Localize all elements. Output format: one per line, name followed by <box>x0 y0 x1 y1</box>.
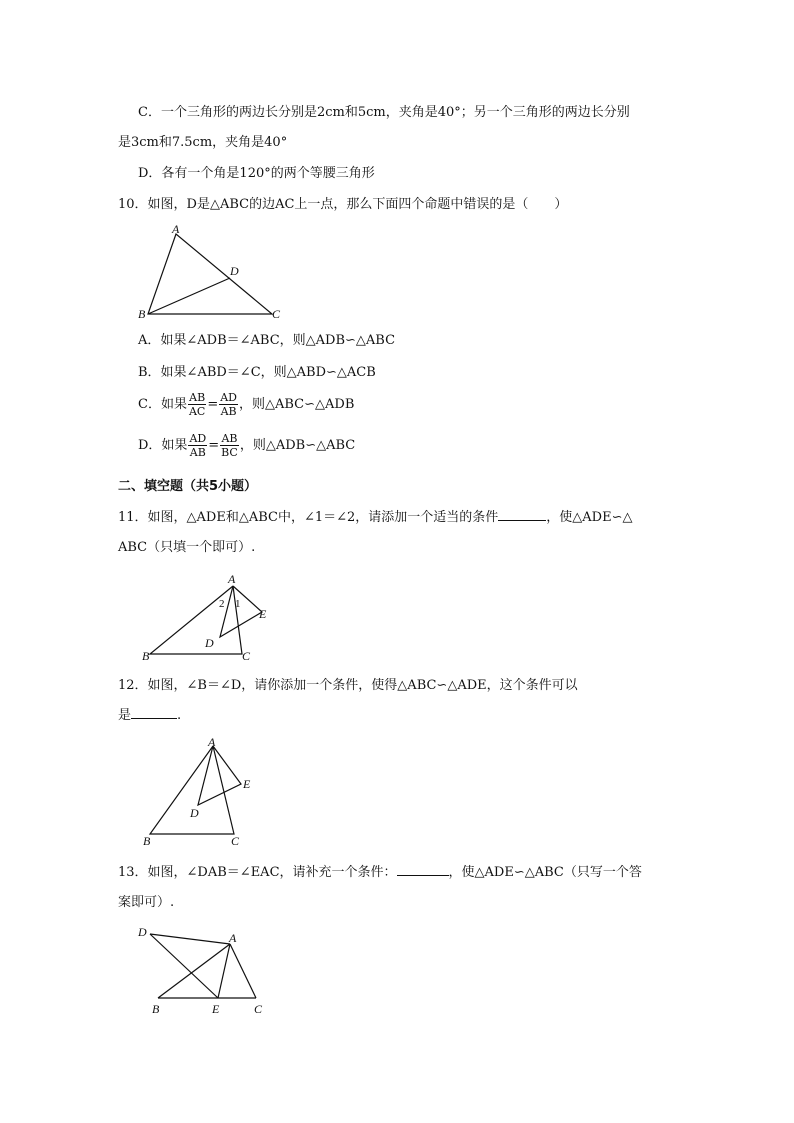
fraction-denominator: AB <box>189 446 206 459</box>
q11-line1 <box>118 509 633 527</box>
fraction-denominator: BC <box>221 446 238 459</box>
q11-line1-text-end: ，使△ADE∽△ <box>546 510 633 525</box>
q10-option-c <box>138 390 354 420</box>
q10-segment-bd <box>148 278 230 314</box>
q11-label-angle-1: 1 <box>235 598 241 610</box>
fraction-denominator: AB <box>220 405 237 418</box>
q10-option-b: B．如果∠ABD＝∠C，则△ABD∽△ACB <box>138 365 376 380</box>
q10-label-a: A <box>172 222 180 236</box>
q10-option-d-prefix: D．如果 <box>138 438 188 453</box>
q12-line2-end: . <box>177 708 182 723</box>
q10-option-d-suffix: ，则△ADB∽△ABC <box>239 438 356 453</box>
q13-line2: 案即可）. <box>118 895 175 910</box>
q11-label-angle-2: 2 <box>219 598 225 610</box>
equals-sign: = <box>208 438 220 453</box>
q10-option-d-fraction-1 <box>188 432 207 459</box>
q12-answer-blank[interactable] <box>131 718 177 719</box>
fraction-numerator: AD <box>189 432 207 445</box>
equals-sign: = <box>207 397 219 412</box>
q13-label-c: C <box>254 1002 263 1016</box>
q10-option-a: A．如果∠ADB＝∠ABC，则△ADB∽△ABC <box>138 333 396 348</box>
q13-answer-blank[interactable] <box>397 875 449 876</box>
q10-option-d <box>138 431 355 461</box>
q12-line2-text: 是 <box>118 708 132 723</box>
q10-option-c-fraction-1 <box>188 391 206 418</box>
q10-triangle-abc <box>148 234 272 314</box>
q11-answer-blank[interactable] <box>498 520 546 521</box>
q13-line1 <box>118 864 642 882</box>
fraction-denominator: AC <box>188 405 206 418</box>
q12-label-d: D <box>190 806 199 820</box>
q13-label-a: A <box>229 931 237 945</box>
q11-figure <box>138 570 278 662</box>
q10-label-c: C <box>272 307 281 321</box>
q10-label-b: B <box>138 307 146 321</box>
q13-label-e: E <box>212 1002 220 1016</box>
q10-label-d: D <box>230 264 239 278</box>
q13-figure <box>134 922 274 1018</box>
q11-label-c: C <box>242 649 251 662</box>
q11-label-e: E <box>259 607 267 621</box>
q10-option-d-fraction-2 <box>220 432 239 459</box>
q10-figure <box>130 222 300 322</box>
q11-triangle-abc <box>150 586 242 654</box>
fraction-numerator: AB <box>221 432 238 445</box>
q13-line1-text: 13．如图，∠DAB＝∠EAC，请补充一个条件： <box>118 865 397 880</box>
section-heading-fill-in: 二、填空题（共5小题） <box>118 479 258 494</box>
q12-label-c: C <box>231 834 240 846</box>
q9-option-c-line2: 是3cm和7.5cm，夹角是40° <box>118 135 288 150</box>
q13-label-d: D <box>138 925 147 939</box>
fraction-numerator: AD <box>220 391 237 404</box>
q11-label-a: A <box>228 572 236 586</box>
q13-segment-de <box>150 934 218 998</box>
q13-line1-text-end: ，使△ADE∽△ABC（只写一个答 <box>448 865 642 880</box>
q9-option-d: D．各有一个角是120°的两个等腰三角形 <box>138 166 375 181</box>
q12-label-b: B <box>143 834 151 846</box>
q11-label-d: D <box>205 636 214 650</box>
q12-label-a: A <box>208 735 216 749</box>
q11-triangle-ade <box>220 586 262 637</box>
q13-segment-da <box>150 934 230 944</box>
q10-option-c-suffix: ，则△ABC∽△ADB <box>239 397 355 412</box>
q11-label-b: B <box>142 649 150 662</box>
fraction-numerator: AB <box>189 391 206 404</box>
q12-triangle-abc <box>150 746 234 834</box>
q12-label-e: E <box>243 777 251 791</box>
q10-stem: 10．如图，D是△ABC的边AC上一点，那么下面四个命题中错误的是（ ） <box>118 197 568 212</box>
q13-segment-ac <box>230 944 256 998</box>
q12-figure <box>138 734 268 846</box>
q10-option-c-prefix: C．如果 <box>138 397 187 412</box>
q10-option-c-fraction-2 <box>219 391 238 418</box>
q13-label-b: B <box>152 1002 160 1016</box>
q11-line2: ABC（只填一个即可）. <box>118 540 256 555</box>
q9-option-c-line1: C．一个三角形的两边长分别是2cm和5cm，夹角是40°；另一个三角形的两边长分别 <box>138 105 630 120</box>
q12-line2 <box>118 707 181 725</box>
q11-line1-text: 11．如图，△ADE和△ABC中，∠1＝∠2，请添加一个适当的条件 <box>118 510 499 525</box>
q12-line1: 12．如图，∠B＝∠D，请你添加一个条件，使得△ABC∽△ADE，这个条件可以 <box>118 678 578 693</box>
